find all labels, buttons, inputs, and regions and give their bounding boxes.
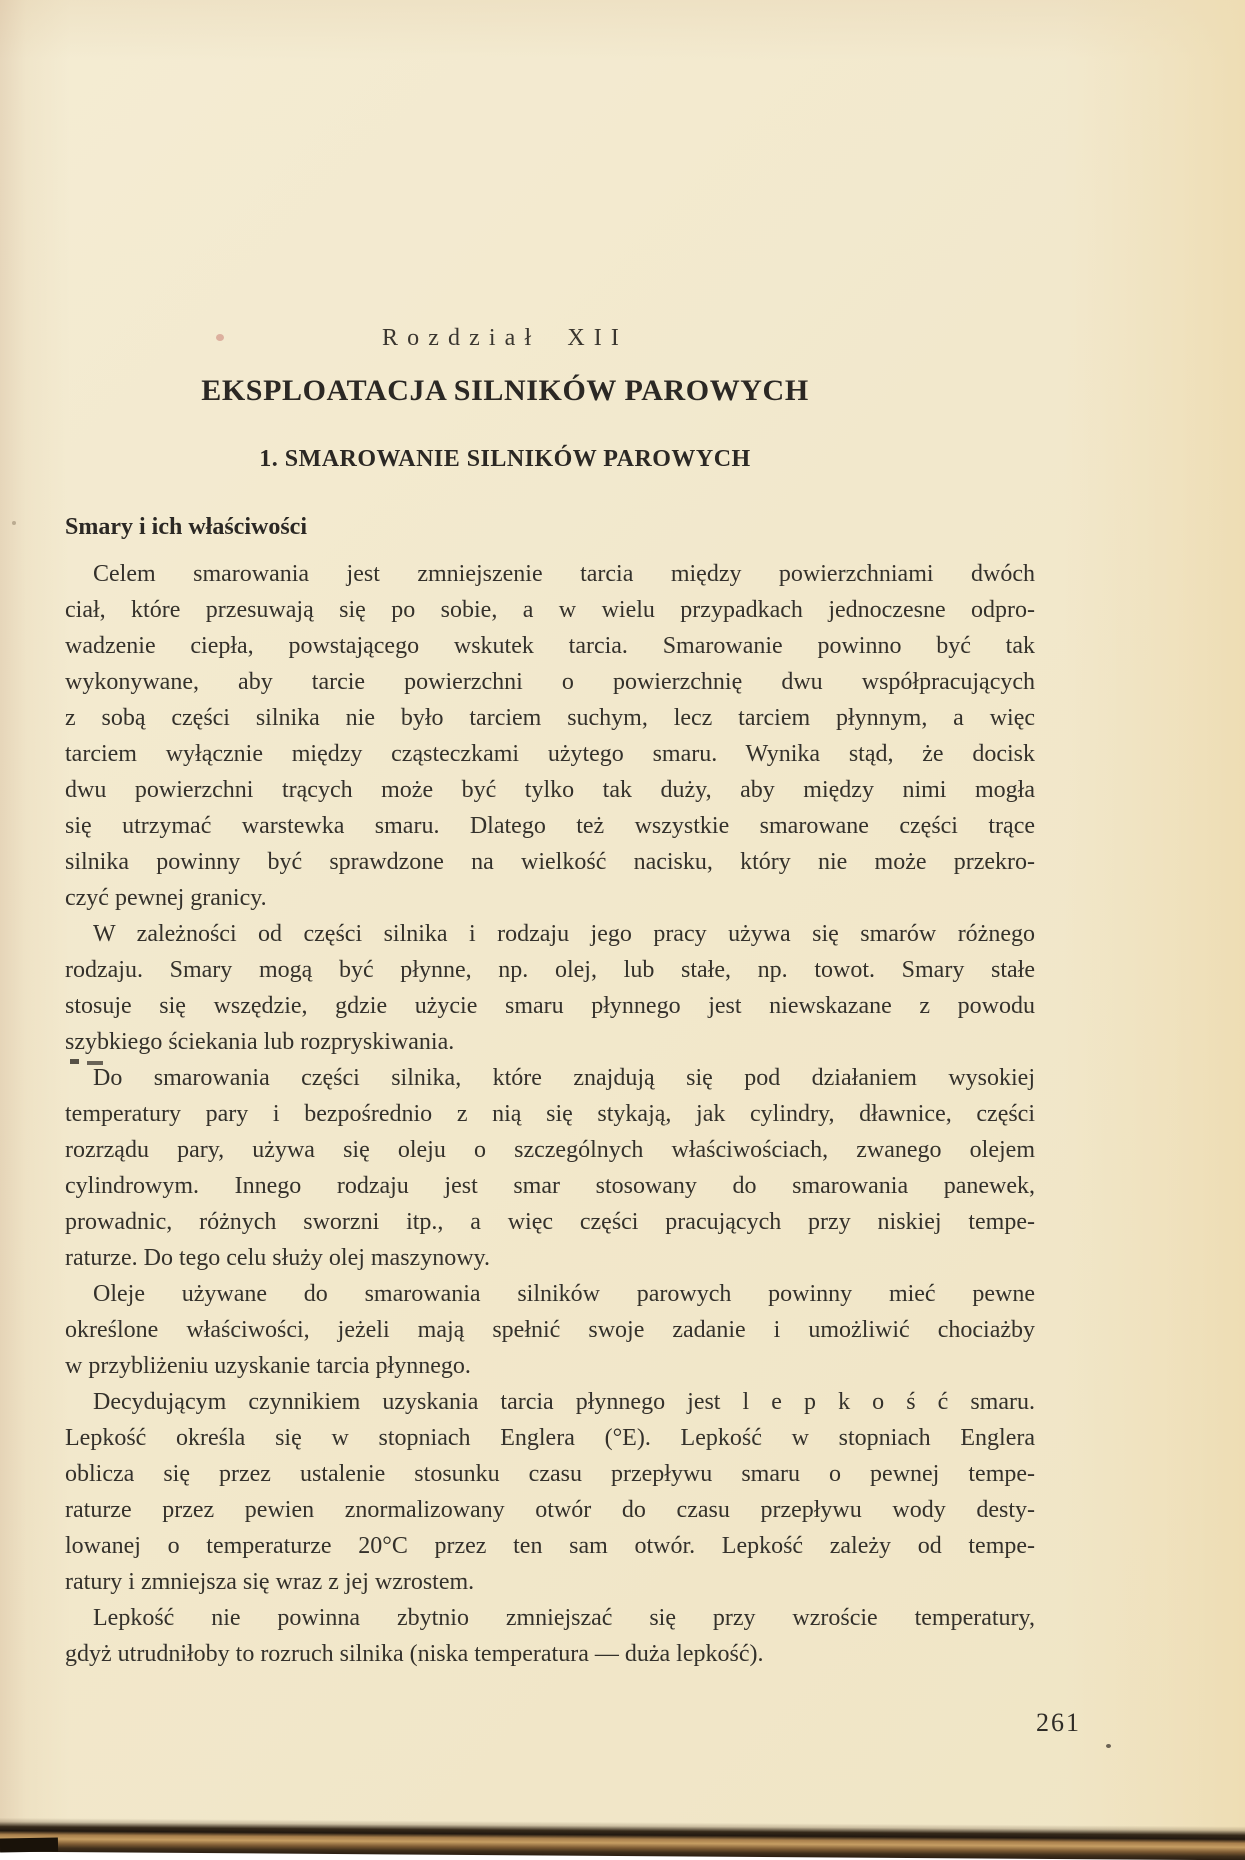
text-line: prowadnic, różnych sworzni itp., a więc części pracujących przy niskiej tempe- bbox=[65, 1209, 1035, 1235]
text-line: W zależności od części silnika i rodzaju jego pracy używa się smarów różnego bbox=[93, 921, 1035, 947]
text-line: Do smarowania części silnika, które znajdują się pod działaniem wysokiej bbox=[93, 1065, 1035, 1091]
text-line: z sobą części silnika nie było tarciem suchym, lecz tarciem płynnym, a więc bbox=[65, 705, 1035, 731]
text-line: wadzenie ciepła, powstającego wskutek tarcia. Smarowanie powinno być tak bbox=[65, 633, 1035, 659]
text-line: dwu powierzchni trących może być tylko tak duży, aby między nimi mogła bbox=[65, 777, 1035, 803]
text-line: Lepkość nie powinna zbytnio zmniejszać się przy wzroście temperatury, bbox=[93, 1605, 1035, 1631]
ink-speck bbox=[1106, 1744, 1111, 1748]
text-line: stosuje się wszędzie, gdzie użycie smaru płynnego jest niewskazane z powodu bbox=[65, 993, 1035, 1019]
section-title: 1. SMAROWANIE SILNIKÓW PAROWYCH bbox=[259, 446, 751, 472]
text-line: temperatury pary i bezpośrednio z nią się stykają, jak cylindry, dławnice, części bbox=[65, 1101, 1035, 1127]
text-line: cylindrowym. Innego rodzaju jest smar stosowany do smarowania panewek, bbox=[65, 1173, 1035, 1199]
text-line: Oleje używane do smarowania silników parowych powinny mieć pewne bbox=[93, 1281, 1035, 1307]
text-line: wykonywane, aby tarcie powierzchni o powierzchnię dwu współpracujących bbox=[65, 669, 1035, 695]
print-artifact-dash bbox=[87, 1061, 103, 1065]
text-line: silnika powinny być sprawdzone na wielkość nacisku, który nie może przekro- bbox=[65, 849, 1035, 875]
page-number: 261 bbox=[1036, 1708, 1081, 1737]
text-line: lowanej o temperaturze 20°C przez ten sam otwór. Lepkość zależy od tempe- bbox=[65, 1533, 1035, 1559]
text-line: ciał, które przesuwają się po sobie, a w wielu przypadkach jednoczesne odpro- bbox=[65, 597, 1035, 623]
paper-stain bbox=[216, 334, 224, 341]
text-line: czyć pewnej granicy. bbox=[65, 885, 267, 911]
body-text bbox=[65, 556, 1035, 1672]
text-line: rodzaju. Smary mogą być płynne, np. olej, lub stałe, np. towot. Smary stałe bbox=[65, 957, 1035, 983]
text-line: w przybliżeniu uzyskanie tarcia płynnego. bbox=[65, 1353, 471, 1379]
text-line: gdyż utrudniłoby to rozruch silnika (niska temperatura — duża lepkość). bbox=[65, 1641, 764, 1667]
text-line: raturze. Do tego celu służy olej maszynowy. bbox=[65, 1245, 490, 1271]
text-line: się utrzymać warstewka smaru. Dlatego też wszystkie smarowane części trące bbox=[65, 813, 1035, 839]
text-line: oblicza się przez ustalenie stosunku czasu przepływu smaru o pewnej tempe- bbox=[65, 1461, 1035, 1487]
text-line: szybkiego ściekania lub rozpryskiwania. bbox=[65, 1029, 455, 1055]
paper-speck bbox=[12, 521, 16, 525]
chapter-title: EKSPLOATACJA SILNIKÓW PAROWYCH bbox=[201, 374, 809, 407]
print-artifact-dash bbox=[70, 1059, 79, 1064]
text-line: Decydującym czynnikiem uzyskania tarcia płynnego jest l e p k o ś ć smaru. bbox=[93, 1389, 1035, 1415]
subheading: Smary i ich właściwości bbox=[65, 514, 307, 540]
text-line: rozrządu pary, używa się oleju o szczególnych właściwościach, zwanego olejem bbox=[65, 1137, 1035, 1163]
text-line: Celem smarowania jest zmniejszenie tarcia między powierzchniami dwóch bbox=[93, 561, 1035, 587]
text-line: tarciem wyłącznie między cząsteczkami użytego smaru. Wynika stąd, że docisk bbox=[65, 741, 1035, 767]
text-line: ratury i zmniejsza się wraz z jej wzrostem. bbox=[65, 1569, 475, 1595]
chapter-label: Rozdział XII bbox=[381, 325, 629, 351]
book-bottom-edge-corner bbox=[0, 1837, 58, 1852]
text-line: raturze przez pewien znormalizowany otwór do czasu przepływu wody desty- bbox=[65, 1497, 1035, 1523]
text-line: określone właściwości, jeżeli mają spełnić swoje zadanie i umożliwić chociażby bbox=[65, 1317, 1035, 1343]
text-line: Lepkość określa się w stopniach Englera (°E). Lepkość w stopniach Englera bbox=[65, 1425, 1035, 1451]
book-bottom-edge bbox=[0, 1818, 1245, 1860]
